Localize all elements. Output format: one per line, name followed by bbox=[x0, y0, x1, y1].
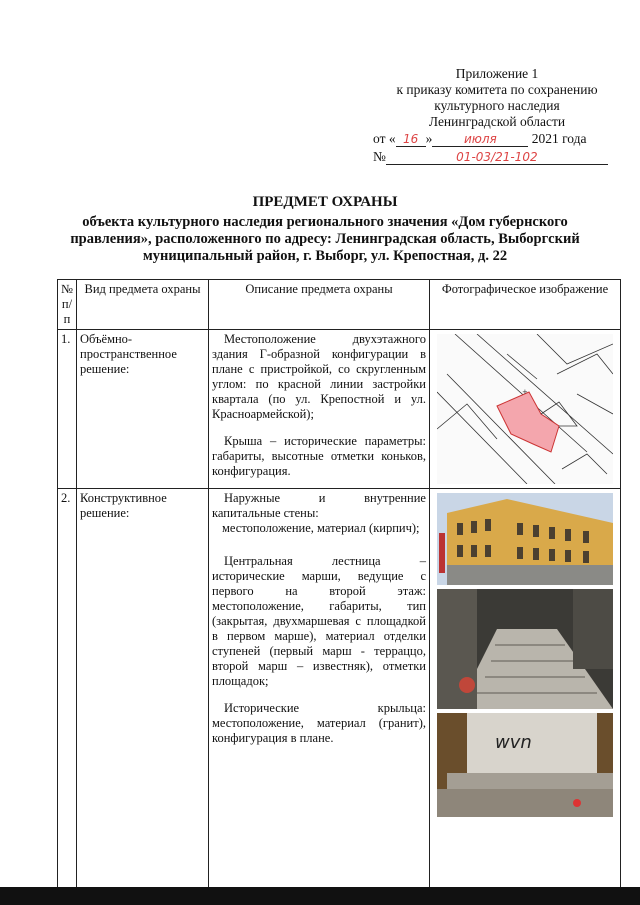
order-number-value: 01-03/21-102 bbox=[456, 150, 538, 164]
document-title bbox=[40, 194, 610, 265]
title-main: ПРЕДМЕТ ОХРАНЫ bbox=[252, 194, 398, 210]
site-plan-image bbox=[437, 334, 613, 484]
order-number: № 01-03/21-102 bbox=[373, 149, 608, 165]
table-row bbox=[58, 330, 621, 489]
date-day: 16 bbox=[402, 132, 419, 146]
row-num: 1. bbox=[58, 330, 77, 489]
desc-paragraph: Исторические крыльца: местоположение, материал (гранит), конфигурация в плане. bbox=[212, 701, 426, 745]
photo-cell bbox=[430, 330, 621, 489]
row-desc bbox=[209, 330, 430, 489]
annex-number: Приложение 1 bbox=[455, 66, 539, 81]
col-header-num: № п/п bbox=[58, 280, 77, 330]
desc-paragraph: Местоположение двухэтажного здания Г-образной конфигурации в плане с пристройкой, со скругленным углом: по красной линии застройки квартала (по ул. Крепостной и ул. Красноармейской); bbox=[212, 332, 426, 421]
desc-paragraph: Центральная лестница – исторические марши, ведущие с первого на второй этаж: местоположение, габариты, тип (закрытая, двухмаршевая с площадкой в первом марше), материал отделки ступеней (первый марш - терраццо, второй марш – известняк), отметки площадок; bbox=[212, 554, 426, 688]
annex-order: к приказу комитета по сохранению bbox=[396, 82, 598, 97]
protection-table bbox=[57, 279, 621, 899]
facade-photo bbox=[437, 493, 613, 585]
order-date: от « 16 » июля 2021 года bbox=[373, 131, 587, 146]
svg-text:wvn: wvn bbox=[495, 732, 532, 753]
scan-bottom-edge bbox=[0, 887, 640, 905]
annex-header bbox=[372, 66, 622, 130]
date-month: июля bbox=[463, 132, 497, 146]
desc-paragraph: Наружные и внутренние капитальные стены: bbox=[212, 491, 426, 520]
col-header-photo: Фотографическое изображение bbox=[430, 280, 621, 330]
annex-heritage: культурного наследия bbox=[434, 98, 560, 113]
col-header-type: Вид предмета охраны bbox=[77, 280, 209, 330]
photo-cell bbox=[430, 489, 621, 899]
col-header-desc: Описание предмета охраны bbox=[209, 280, 430, 330]
table-row bbox=[58, 489, 621, 899]
table-header-row bbox=[58, 280, 621, 330]
row-desc bbox=[209, 489, 430, 899]
row-type: Конструктивное решение: bbox=[77, 489, 209, 899]
staircase-photo bbox=[437, 589, 613, 709]
annex-region: Ленинградской области bbox=[428, 114, 566, 129]
porch-photo bbox=[437, 713, 613, 817]
desc-paragraph: Крыша – исторические параметры: габариты, высотные отметки коньков, конфигурация. bbox=[212, 434, 426, 478]
row-type: Объёмно-пространственное решение: bbox=[77, 330, 209, 489]
desc-paragraph: местоположение, материал (кирпич); bbox=[222, 521, 420, 535]
row-num: 2. bbox=[58, 489, 77, 899]
title-object: объекта культурного наследия регионального значения «Дом губернского правления», расположенного по адресу: Ленинградская область, Выборгский муниципальный район, г. Выборг, ул. Крепостная, д. 22 bbox=[70, 214, 580, 264]
svg-text:+: + bbox=[522, 388, 528, 396]
